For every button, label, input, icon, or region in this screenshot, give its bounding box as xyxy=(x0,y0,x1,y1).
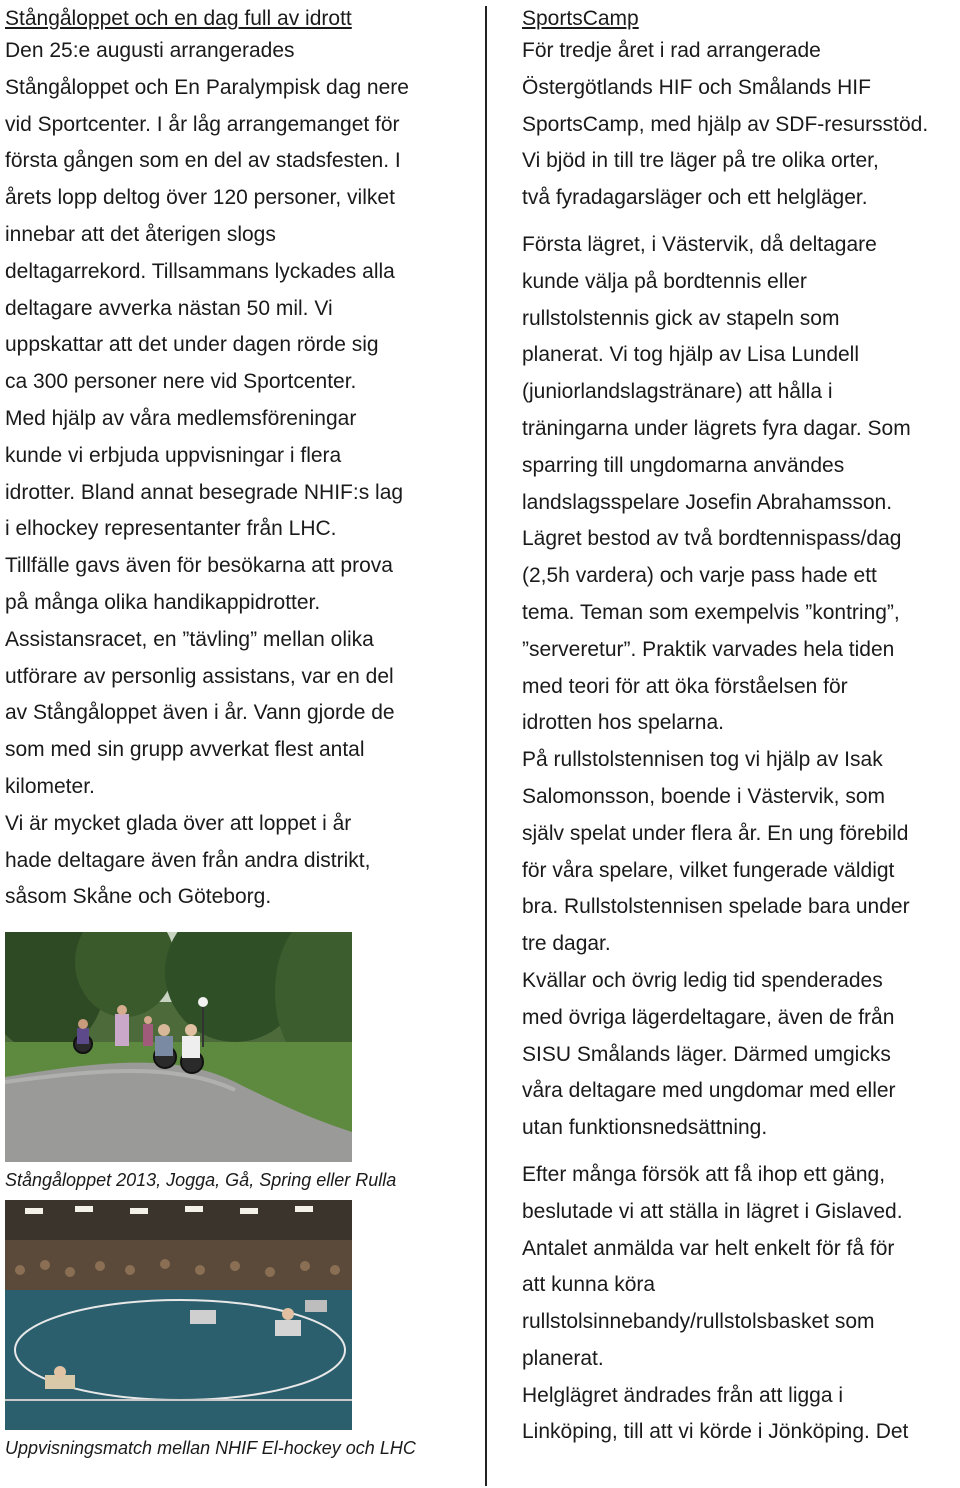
sportscamp-p2-line: själv spelat under flera år. En ung förebild xyxy=(522,821,909,845)
sportscamp-p2-line: planerat. Vi tog hjälp av Lisa Lundell xyxy=(522,343,860,367)
stangaloppet-line: vid Sportcenter. I år låg arrangemanget för xyxy=(5,112,400,136)
sportscamp-p2-line: kunde välja på bordtennis eller xyxy=(522,269,807,293)
stangaloppet-line: såsom Skåne och Göteborg. xyxy=(5,885,272,909)
stangaloppet-line: deltagare avverka nästan 50 mil. Vi xyxy=(5,296,333,320)
sportscamp-p1-line: Östergötlands HIF och Smålands HIF xyxy=(522,75,871,99)
sportscamp-p2-line: ”serveretur”. Praktik varvades hela tiden xyxy=(522,637,895,661)
photo-elhockey-match xyxy=(5,1200,352,1430)
sportscamp-p2-line: våra deltagare med ungdomar med eller xyxy=(522,1079,896,1103)
sportscamp-p3-line: Linköping, till att vi körde i Jönköping. Det xyxy=(522,1420,909,1444)
article-body-stangaloppet xyxy=(5,33,470,916)
stangaloppet-line: Stångåloppet och En Paralympisk dag nere xyxy=(5,75,409,99)
column-divider xyxy=(485,6,487,1486)
sportscamp-p2-line: sparring till ungdomarna användes xyxy=(522,453,845,477)
sportscamp-p2-line: tema. Teman som exempelvis ”kontring”, xyxy=(522,600,900,624)
sportscamp-p1-line: SportsCamp, med hjälp av SDF-resursstöd. xyxy=(522,112,929,136)
right-column xyxy=(522,4,958,1451)
stangaloppet-line: innebar att det återigen slogs xyxy=(5,222,276,246)
stangaloppet-line: på många olika handikappidrotter. xyxy=(5,590,321,614)
stangaloppet-line: kilometer. xyxy=(5,774,95,798)
sportscamp-p2-line: utan funktionsnedsättning. xyxy=(522,1116,768,1140)
photo-caption-elhockey: Uppvisningsmatch mellan NHIF El-hockey och LHC xyxy=(5,1438,416,1459)
stangaloppet-line: deltagarrekord. Tillsammans lyckades alla xyxy=(5,259,395,283)
photo-stangaloppet-race xyxy=(5,932,352,1162)
stangaloppet-line: hade deltagare även från andra distrikt, xyxy=(5,848,371,872)
sportscamp-paragraph-2 xyxy=(522,227,958,1147)
stangaloppet-line: idrotter. Bland annat besegrade NHIF:s lag xyxy=(5,480,404,504)
stangaloppet-line: Assistansracet, en ”tävling” mellan olika xyxy=(5,627,374,651)
sportscamp-p3-line: Antalet anmälda var helt enkelt för få för xyxy=(522,1236,895,1260)
sportscamp-p2-line: landslagsspelare Josefin Abrahamsson. xyxy=(522,490,893,514)
sportscamp-p3-line: rullstolsinnebandy/rullstolsbasket som xyxy=(522,1310,875,1334)
sportscamp-p2-line: för våra spelare, vilket fungerade väldigt xyxy=(522,858,895,882)
article-title-stangaloppet: Stångåloppet och en dag full av idrott xyxy=(5,7,352,30)
sportscamp-p2-line: med övriga lägerdeltagare, även de från xyxy=(522,1005,895,1029)
photo-caption-race: Stångåloppet 2013, Jogga, Gå, Spring eller Rulla xyxy=(5,1170,397,1191)
stangaloppet-line: första gången som en del av stadsfesten. I xyxy=(5,149,401,173)
stangaloppet-line: ca 300 personer nere vid Sportcenter. xyxy=(5,370,357,394)
sportscamp-p2-line: idrotten hos spelarna. xyxy=(522,711,724,735)
sportscamp-p2-line: Första lägret, i Västervik, då deltagare xyxy=(522,232,877,256)
sportscamp-p2-line: tre dagar. xyxy=(522,932,611,956)
sportscamp-p2-line: träningarna under lägrets fyra dagar. Som xyxy=(522,416,911,440)
stangaloppet-line: som med sin grupp avverkat flest antal xyxy=(5,738,365,762)
stangaloppet-line: uppskattar att det under dagen rörde sig xyxy=(5,333,379,357)
article-title-sportscamp: SportsCamp xyxy=(522,7,639,30)
left-column xyxy=(5,4,470,1468)
stangaloppet-line: Tillfälle gavs även för besökarna att prova xyxy=(5,554,393,578)
sportscamp-p1-line: För tredje året i rad arrangerade xyxy=(522,39,821,62)
sportscamp-p3-line: planerat. xyxy=(522,1346,604,1370)
sportscamp-p2-line: med teori för att öka förståelsen för xyxy=(522,674,848,698)
sportscamp-p2-line: (2,5h vardera) och varje pass hade ett xyxy=(522,564,877,588)
sportscamp-p1-line: Vi bjöd in till tre läger på tre olika orter, xyxy=(522,149,879,173)
sportscamp-p2-line: SISU Smålands läger. Därmed umgicks xyxy=(522,1042,891,1066)
stangaloppet-line: i elhockey representanter från LHC. xyxy=(5,517,337,541)
sportscamp-p2-line: Kvällar och övrig ledig tid spenderades xyxy=(522,968,883,992)
stangaloppet-line: årets lopp deltog över 120 personer, vilket xyxy=(5,186,395,210)
elhockey-photo-illustration xyxy=(5,1200,352,1430)
stangaloppet-line: Med hjälp av våra medlemsföreningar xyxy=(5,406,357,430)
sportscamp-p2-line: Lägret bestod av två bordtennispass/dag xyxy=(522,527,902,551)
stangaloppet-line: Vi är mycket glada över att loppet i år xyxy=(5,811,352,835)
race-photo-illustration xyxy=(5,932,352,1162)
sportscamp-p3-line: Helglägret ändrades från att ligga i xyxy=(522,1383,844,1407)
sportscamp-p2-line: På rullstolstennisen tog vi hjälp av Isak xyxy=(522,748,883,772)
sportscamp-p3-line: att kunna köra xyxy=(522,1273,656,1297)
sportscamp-p1-line: två fyradagarsläger och ett helgläger. xyxy=(522,186,868,210)
sportscamp-paragraph-1 xyxy=(522,33,958,217)
sportscamp-p2-line: bra. Rullstolstennisen spelade bara under xyxy=(522,895,910,919)
sportscamp-p2-line: Salomonsson, boende i Västervik, som xyxy=(522,784,886,808)
sportscamp-p3-line: beslutade vi att ställa in lägret i Gislaved. xyxy=(522,1199,903,1223)
stangaloppet-line: kunde vi erbjuda uppvisningar i flera xyxy=(5,443,342,467)
sportscamp-p2-line: rullstolstennis gick av stapeln som xyxy=(522,306,840,330)
stangaloppet-line: utförare av personlig assistans, var en del xyxy=(5,664,394,688)
sportscamp-p2-line: (juniorlandslagstränare) att hålla i xyxy=(522,380,833,404)
stangaloppet-line: Den 25:e augusti arrangerades xyxy=(5,39,295,62)
sportscamp-paragraph-3 xyxy=(522,1157,958,1451)
stangaloppet-line: av Stångåloppet även i år. Vann gjorde de xyxy=(5,701,395,725)
sportscamp-p3-line: Efter många försök att få ihop ett gäng, xyxy=(522,1162,886,1186)
